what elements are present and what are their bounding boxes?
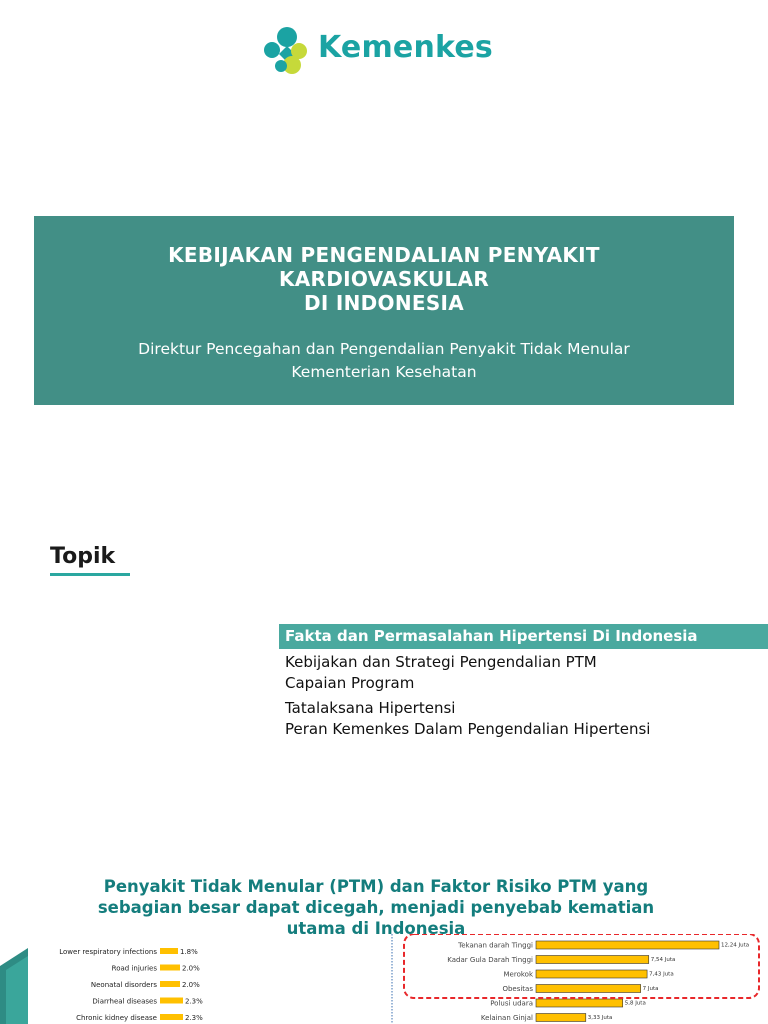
causes-of-death-chart: [40, 942, 270, 1024]
cause-bar: [160, 965, 180, 971]
risk-factor-value-label: 3,33 Juta: [587, 1015, 613, 1021]
risk-factor-bar: [536, 999, 623, 1007]
cause-value-label: 1.8%: [180, 948, 198, 956]
title-line-3: DI INDONESIA: [303, 291, 465, 315]
risk-factor-bar: [536, 970, 647, 978]
slide2-heading-line-3: utama di Indonesia: [286, 919, 466, 938]
risk-factor-label: Merokok: [503, 970, 533, 979]
subtitle-line-2: Kementerian Kesehatan: [291, 363, 477, 381]
risk-factor-label: Kadar Gula Darah Tinggi: [447, 956, 533, 964]
kemenkes-wordmark: Kemenkes: [318, 30, 493, 65]
risk-factors-chart: [385, 934, 768, 1024]
risk-factor-value-label: 5,8 Juta: [624, 1000, 646, 1007]
risk-factor-value-label: 7,43 Juta: [649, 971, 674, 978]
cause-label: Diarrheal diseases: [92, 997, 157, 1006]
slide2-heading-line-1: Penyakit Tidak Menular (PTM) dan Faktor Risiko PTM yang: [103, 877, 649, 896]
slide2-heading-line-2: sebagian besar dapat dicegah, menjadi penyebab kematian: [97, 898, 655, 917]
cause-bar: [160, 981, 180, 987]
topic-item: Peran Kemenkes Dalam Pengendalian Hipertensi: [285, 720, 651, 738]
risk-factor-value-label: 12,24 Juta: [721, 942, 750, 949]
risk-factor-value-label: 7,54 Juta: [650, 957, 676, 963]
risk-factor-label: Obesitas: [502, 985, 533, 993]
risk-factor-bar: [536, 985, 641, 993]
title-line-2: KARDIOVASKULAR: [278, 267, 490, 291]
title-banner: [34, 216, 734, 405]
risk-factor-bar: [536, 956, 649, 964]
kemenkes-logo: [262, 24, 493, 76]
cause-label: Road injuries: [111, 964, 157, 973]
topic-item: Kebijakan dan Strategi Pengendalian PTM: [285, 653, 597, 671]
topik-heading: Topik: [50, 544, 116, 569]
cause-value-label: 2.3%: [185, 1014, 203, 1022]
topik-underline: [50, 573, 130, 576]
topic-item: Tatalaksana Hipertensi: [285, 699, 456, 717]
risk-factor-label: Polusi udara: [490, 999, 533, 1008]
cause-bar: [160, 1014, 183, 1020]
title-line-1: KEBIJAKAN PENGENDALIAN PENYAKIT: [168, 243, 600, 267]
cause-value-label: 2.3%: [185, 997, 203, 1006]
risk-factor-bar: [536, 1014, 586, 1022]
risk-factor-value-label: 7 Juta: [642, 986, 659, 992]
decorative-side-tab: [0, 948, 28, 1024]
cause-bar: [160, 948, 178, 954]
cause-label: Chronic kidney disease: [76, 1014, 157, 1022]
topic-highlighted-label: Fakta dan Permasalahan Hipertensi Di Indonesia: [285, 627, 698, 645]
kemenkes-emblem-icon: [262, 24, 312, 76]
slide2-heading: [70, 876, 682, 939]
cause-label: Lower respiratory infections: [59, 948, 157, 956]
cause-value-label: 2.0%: [182, 964, 200, 973]
risk-factor-label: Kelainan Ginjal: [480, 1014, 533, 1022]
cause-value-label: 2.0%: [182, 981, 200, 989]
cause-bar: [160, 998, 183, 1004]
cause-label: Neonatal disorders: [90, 981, 157, 989]
subtitle-line-1: Direktur Pencegahan dan Pengendalian Penyakit Tidak Menular: [138, 340, 630, 358]
topic-highlighted: [279, 624, 768, 649]
topic-item: Capaian Program: [285, 674, 415, 692]
risk-factor-bar: [536, 941, 719, 949]
risk-factor-label: Tekanan darah Tinggi: [458, 941, 533, 950]
